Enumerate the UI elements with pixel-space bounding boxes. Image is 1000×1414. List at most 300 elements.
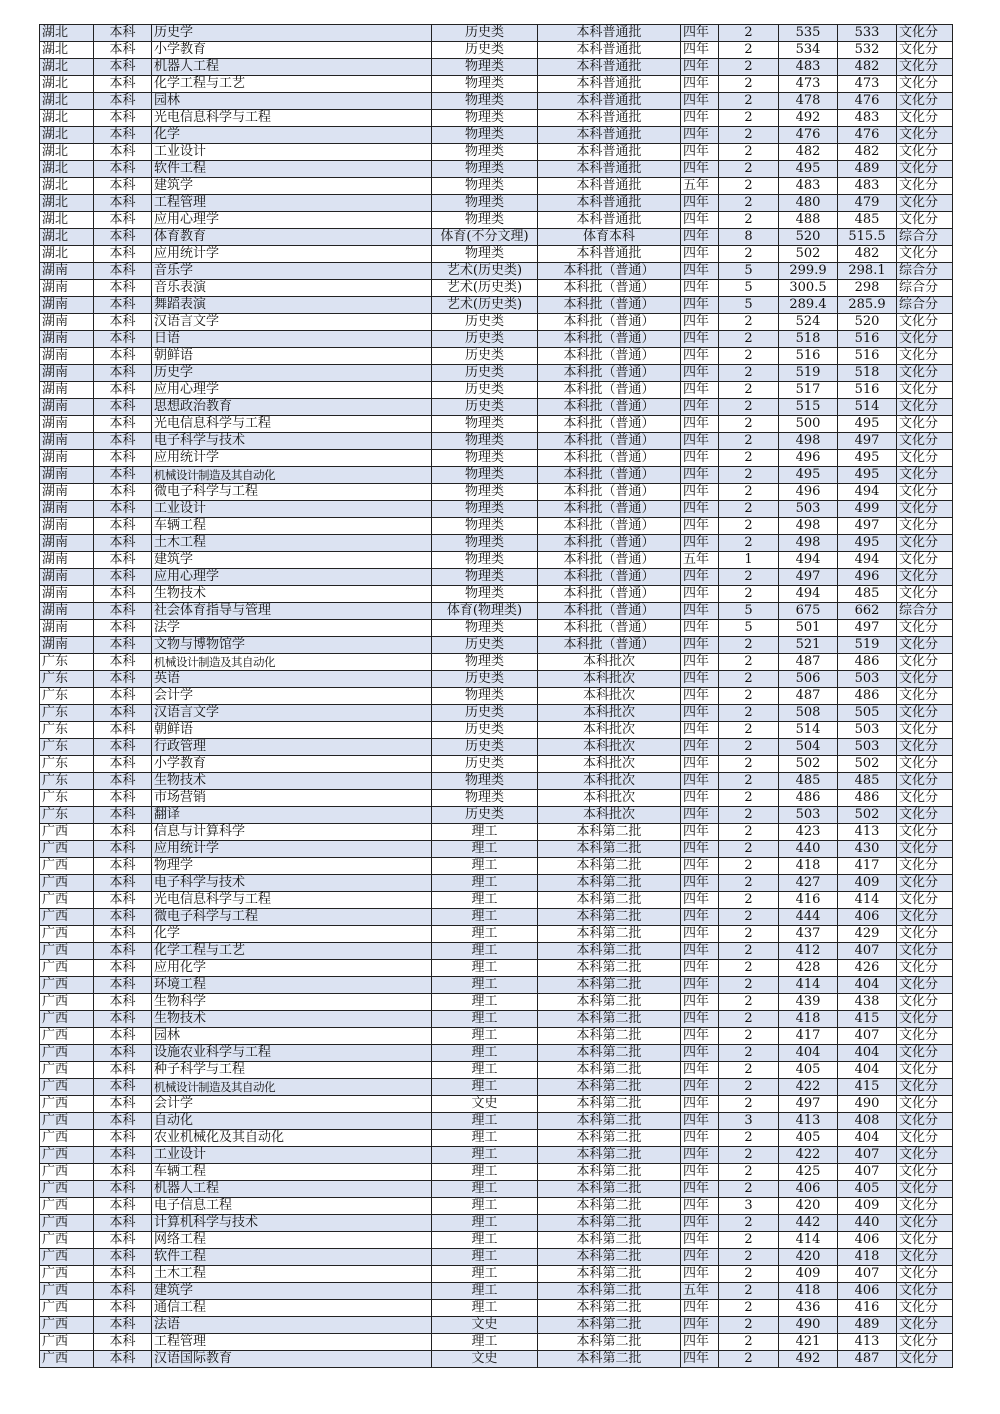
cell-min-score: 479 — [838, 195, 897, 212]
cell-duration: 四年 — [681, 994, 719, 1011]
cell-province: 广西 — [40, 1147, 94, 1164]
cell-major: 应用统计学 — [152, 450, 432, 467]
cell-min-score: 499 — [838, 501, 897, 518]
cell-plan-count: 3 — [719, 1113, 779, 1130]
cell-plan-count: 2 — [719, 1079, 779, 1096]
cell-plan-count: 2 — [719, 535, 779, 552]
cell-min-score: 490 — [838, 1096, 897, 1113]
cell-max-score: 486 — [779, 790, 838, 807]
table-row — [40, 348, 953, 365]
cell-plan-count: 2 — [719, 195, 779, 212]
cell-batch: 本科普通批 — [538, 110, 681, 127]
cell-subject-category: 物理类 — [432, 450, 538, 467]
cell-plan-count: 2 — [719, 960, 779, 977]
cell-score-type: 文化分 — [897, 110, 953, 127]
cell-max-score: 497 — [779, 1096, 838, 1113]
cell-major: 应用统计学 — [152, 841, 432, 858]
cell-batch: 本科第二批 — [538, 1300, 681, 1317]
cell-duration: 四年 — [681, 909, 719, 926]
cell-min-score: 485 — [838, 586, 897, 603]
cell-batch: 本科批（普通） — [538, 433, 681, 450]
cell-major: 舞蹈表演 — [152, 297, 432, 314]
table-row — [40, 977, 953, 994]
cell-duration: 四年 — [681, 654, 719, 671]
cell-batch: 本科第二批 — [538, 875, 681, 892]
cell-major: 应用心理学 — [152, 569, 432, 586]
cell-max-score: 427 — [779, 875, 838, 892]
cell-subject-category: 理工 — [432, 1232, 538, 1249]
cell-duration: 四年 — [681, 603, 719, 620]
cell-subject-category: 艺术(历史类) — [432, 280, 538, 297]
cell-batch: 本科批次 — [538, 756, 681, 773]
cell-max-score: 517 — [779, 382, 838, 399]
cell-min-score: 429 — [838, 926, 897, 943]
cell-max-score: 404 — [779, 1045, 838, 1062]
cell-duration: 四年 — [681, 671, 719, 688]
cell-major: 朝鲜语 — [152, 722, 432, 739]
cell-batch: 本科批（普通） — [538, 586, 681, 603]
cell-duration: 四年 — [681, 382, 719, 399]
cell-max-score: 409 — [779, 1266, 838, 1283]
cell-score-type: 文化分 — [897, 654, 953, 671]
table-row — [40, 433, 953, 450]
cell-major: 生物科学 — [152, 994, 432, 1011]
cell-level: 本科 — [94, 603, 152, 620]
cell-duration: 四年 — [681, 1096, 719, 1113]
cell-duration: 四年 — [681, 688, 719, 705]
cell-subject-category: 艺术(历史类) — [432, 263, 538, 280]
cell-province: 广西 — [40, 1215, 94, 1232]
cell-batch: 本科批（普通） — [538, 450, 681, 467]
table-row — [40, 637, 953, 654]
cell-batch: 本科批次 — [538, 739, 681, 756]
cell-max-score: 487 — [779, 688, 838, 705]
cell-subject-category: 理工 — [432, 909, 538, 926]
table-row — [40, 926, 953, 943]
cell-max-score: 498 — [779, 433, 838, 450]
cell-province: 广西 — [40, 994, 94, 1011]
cell-batch: 本科普通批 — [538, 25, 681, 42]
table-row — [40, 1079, 953, 1096]
cell-min-score: 505 — [838, 705, 897, 722]
cell-duration: 四年 — [681, 1249, 719, 1266]
cell-score-type: 文化分 — [897, 569, 953, 586]
cell-min-score: 503 — [838, 671, 897, 688]
cell-subject-category: 理工 — [432, 1181, 538, 1198]
cell-province: 湖北 — [40, 212, 94, 229]
cell-subject-category: 理工 — [432, 1079, 538, 1096]
cell-major: 工业设计 — [152, 1147, 432, 1164]
cell-plan-count: 2 — [719, 773, 779, 790]
table-row — [40, 484, 953, 501]
cell-duration: 四年 — [681, 93, 719, 110]
cell-duration: 四年 — [681, 1045, 719, 1062]
cell-major: 电子信息工程 — [152, 1198, 432, 1215]
cell-score-type: 文化分 — [897, 790, 953, 807]
cell-max-score: 495 — [779, 161, 838, 178]
cell-province: 湖南 — [40, 263, 94, 280]
cell-score-type: 文化分 — [897, 841, 953, 858]
cell-major: 工业设计 — [152, 501, 432, 518]
cell-level: 本科 — [94, 671, 152, 688]
cell-subject-category: 物理类 — [432, 246, 538, 263]
cell-duration: 四年 — [681, 790, 719, 807]
cell-plan-count: 2 — [719, 688, 779, 705]
cell-plan-count: 2 — [719, 705, 779, 722]
cell-plan-count: 2 — [719, 59, 779, 76]
cell-min-score: 482 — [838, 59, 897, 76]
cell-plan-count: 2 — [719, 178, 779, 195]
cell-max-score: 494 — [779, 586, 838, 603]
cell-max-score: 405 — [779, 1062, 838, 1079]
cell-level: 本科 — [94, 1113, 152, 1130]
cell-plan-count: 5 — [719, 620, 779, 637]
cell-plan-count: 2 — [719, 1130, 779, 1147]
cell-min-score: 416 — [838, 1300, 897, 1317]
cell-score-type: 文化分 — [897, 314, 953, 331]
cell-score-type: 文化分 — [897, 858, 953, 875]
cell-level: 本科 — [94, 773, 152, 790]
cell-subject-category: 物理类 — [432, 773, 538, 790]
cell-min-score: 516 — [838, 331, 897, 348]
cell-level: 本科 — [94, 960, 152, 977]
cell-major: 应用心理学 — [152, 382, 432, 399]
cell-level: 本科 — [94, 42, 152, 59]
cell-max-score: 414 — [779, 1232, 838, 1249]
cell-max-score: 503 — [779, 501, 838, 518]
table-row — [40, 280, 953, 297]
table-row — [40, 824, 953, 841]
cell-duration: 四年 — [681, 161, 719, 178]
cell-subject-category: 物理类 — [432, 535, 538, 552]
cell-level: 本科 — [94, 943, 152, 960]
cell-score-type: 文化分 — [897, 144, 953, 161]
cell-max-score: 495 — [779, 467, 838, 484]
cell-duration: 四年 — [681, 314, 719, 331]
cell-duration: 四年 — [681, 144, 719, 161]
cell-subject-category: 物理类 — [432, 178, 538, 195]
cell-plan-count: 2 — [719, 127, 779, 144]
cell-level: 本科 — [94, 161, 152, 178]
cell-duration: 四年 — [681, 1232, 719, 1249]
cell-major: 历史学 — [152, 25, 432, 42]
cell-min-score: 489 — [838, 161, 897, 178]
cell-level: 本科 — [94, 93, 152, 110]
cell-min-score: 438 — [838, 994, 897, 1011]
cell-plan-count: 2 — [719, 518, 779, 535]
cell-batch: 本科普通批 — [538, 144, 681, 161]
cell-duration: 五年 — [681, 552, 719, 569]
cell-plan-count: 5 — [719, 263, 779, 280]
cell-duration: 四年 — [681, 1147, 719, 1164]
cell-min-score: 503 — [838, 739, 897, 756]
cell-major: 行政管理 — [152, 739, 432, 756]
cell-score-type: 文化分 — [897, 586, 953, 603]
cell-plan-count: 2 — [719, 365, 779, 382]
cell-level: 本科 — [94, 348, 152, 365]
cell-plan-count: 2 — [719, 1147, 779, 1164]
cell-province: 湖北 — [40, 127, 94, 144]
cell-plan-count: 2 — [719, 909, 779, 926]
table-row — [40, 943, 953, 960]
cell-province: 广西 — [40, 824, 94, 841]
cell-major: 车辆工程 — [152, 1164, 432, 1181]
cell-level: 本科 — [94, 416, 152, 433]
cell-level: 本科 — [94, 586, 152, 603]
cell-score-type: 文化分 — [897, 705, 953, 722]
cell-major: 光电信息科学与工程 — [152, 110, 432, 127]
cell-plan-count: 2 — [719, 824, 779, 841]
cell-duration: 四年 — [681, 569, 719, 586]
cell-max-score: 485 — [779, 773, 838, 790]
cell-subject-category: 理工 — [432, 943, 538, 960]
table-row — [40, 1317, 953, 1334]
cell-subject-category: 理工 — [432, 858, 538, 875]
cell-max-score: 483 — [779, 178, 838, 195]
cell-major: 文物与博物馆学 — [152, 637, 432, 654]
cell-plan-count: 2 — [719, 42, 779, 59]
cell-level: 本科 — [94, 110, 152, 127]
cell-duration: 四年 — [681, 586, 719, 603]
cell-batch: 本科第二批 — [538, 1147, 681, 1164]
cell-score-type: 文化分 — [897, 620, 953, 637]
cell-min-score: 404 — [838, 1062, 897, 1079]
cell-min-score: 406 — [838, 909, 897, 926]
cell-batch: 本科第二批 — [538, 1266, 681, 1283]
cell-score-type: 文化分 — [897, 127, 953, 144]
cell-duration: 四年 — [681, 756, 719, 773]
cell-min-score: 503 — [838, 722, 897, 739]
table-row — [40, 603, 953, 620]
cell-max-score: 440 — [779, 841, 838, 858]
cell-subject-category: 物理类 — [432, 110, 538, 127]
cell-subject-category: 历史类 — [432, 722, 538, 739]
cell-score-type: 文化分 — [897, 1317, 953, 1334]
cell-major: 社会体育指导与管理 — [152, 603, 432, 620]
cell-major: 光电信息科学与工程 — [152, 892, 432, 909]
cell-min-score: 494 — [838, 484, 897, 501]
cell-batch: 本科批（普通） — [538, 620, 681, 637]
cell-max-score: 515 — [779, 399, 838, 416]
cell-duration: 四年 — [681, 1011, 719, 1028]
cell-plan-count: 2 — [719, 314, 779, 331]
cell-score-type: 文化分 — [897, 1164, 953, 1181]
cell-province: 湖北 — [40, 93, 94, 110]
cell-min-score: 407 — [838, 1164, 897, 1181]
cell-duration: 四年 — [681, 1062, 719, 1079]
cell-subject-category: 理工 — [432, 1266, 538, 1283]
cell-plan-count: 2 — [719, 144, 779, 161]
table-row — [40, 59, 953, 76]
cell-subject-category: 体育(不分文理) — [432, 229, 538, 246]
cell-major: 环境工程 — [152, 977, 432, 994]
cell-major: 音乐表演 — [152, 280, 432, 297]
cell-plan-count: 2 — [719, 841, 779, 858]
cell-duration: 四年 — [681, 620, 719, 637]
cell-duration: 四年 — [681, 263, 719, 280]
cell-min-score: 476 — [838, 127, 897, 144]
cell-min-score: 514 — [838, 399, 897, 416]
cell-subject-category: 历史类 — [432, 314, 538, 331]
cell-duration: 四年 — [681, 1198, 719, 1215]
cell-major: 土木工程 — [152, 535, 432, 552]
cell-duration: 四年 — [681, 960, 719, 977]
cell-max-score: 519 — [779, 365, 838, 382]
cell-duration: 四年 — [681, 841, 719, 858]
cell-subject-category: 物理类 — [432, 552, 538, 569]
cell-min-score: 414 — [838, 892, 897, 909]
cell-score-type: 文化分 — [897, 1198, 953, 1215]
cell-level: 本科 — [94, 297, 152, 314]
cell-subject-category: 物理类 — [432, 569, 538, 586]
table-row — [40, 909, 953, 926]
table-row — [40, 569, 953, 586]
cell-major: 化学工程与工艺 — [152, 943, 432, 960]
cell-subject-category: 物理类 — [432, 790, 538, 807]
cell-plan-count: 2 — [719, 1300, 779, 1317]
cell-plan-count: 2 — [719, 416, 779, 433]
cell-max-score: 299.9 — [779, 263, 838, 280]
cell-subject-category: 物理类 — [432, 416, 538, 433]
cell-duration: 四年 — [681, 59, 719, 76]
cell-level: 本科 — [94, 569, 152, 586]
cell-min-score: 298.1 — [838, 263, 897, 280]
cell-min-score: 407 — [838, 943, 897, 960]
cell-level: 本科 — [94, 739, 152, 756]
cell-batch: 本科批（普通） — [538, 501, 681, 518]
cell-subject-category: 物理类 — [432, 212, 538, 229]
cell-plan-count: 2 — [719, 756, 779, 773]
cell-plan-count: 1 — [719, 552, 779, 569]
cell-batch: 本科普通批 — [538, 59, 681, 76]
table-row — [40, 127, 953, 144]
cell-plan-count: 2 — [719, 212, 779, 229]
cell-province: 广西 — [40, 1079, 94, 1096]
cell-max-score: 502 — [779, 756, 838, 773]
cell-duration: 四年 — [681, 127, 719, 144]
cell-subject-category: 理工 — [432, 1028, 538, 1045]
table-body — [40, 25, 953, 1368]
cell-max-score: 416 — [779, 892, 838, 909]
cell-plan-count: 2 — [719, 399, 779, 416]
cell-plan-count: 5 — [719, 280, 779, 297]
cell-level: 本科 — [94, 756, 152, 773]
cell-score-type: 文化分 — [897, 1096, 953, 1113]
cell-level: 本科 — [94, 1215, 152, 1232]
cell-subject-category: 历史类 — [432, 42, 538, 59]
cell-level: 本科 — [94, 994, 152, 1011]
table-row — [40, 1011, 953, 1028]
cell-major: 历史学 — [152, 365, 432, 382]
cell-level: 本科 — [94, 1334, 152, 1351]
cell-duration: 四年 — [681, 535, 719, 552]
cell-score-type: 文化分 — [897, 875, 953, 892]
cell-min-score: 404 — [838, 1045, 897, 1062]
cell-batch: 本科批次 — [538, 773, 681, 790]
cell-max-score: 496 — [779, 484, 838, 501]
cell-major: 电子科学与技术 — [152, 433, 432, 450]
table-row — [40, 1283, 953, 1300]
cell-score-type: 文化分 — [897, 331, 953, 348]
cell-score-type: 文化分 — [897, 1249, 953, 1266]
cell-batch: 本科第二批 — [538, 1096, 681, 1113]
cell-score-type: 文化分 — [897, 1079, 953, 1096]
cell-min-score: 409 — [838, 1198, 897, 1215]
cell-duration: 四年 — [681, 348, 719, 365]
cell-plan-count: 2 — [719, 1283, 779, 1300]
cell-major: 应用统计学 — [152, 246, 432, 263]
table-row — [40, 195, 953, 212]
cell-major: 汉语国际教育 — [152, 1351, 432, 1368]
cell-score-type: 综合分 — [897, 297, 953, 314]
cell-level: 本科 — [94, 858, 152, 875]
cell-plan-count: 2 — [719, 994, 779, 1011]
cell-duration: 四年 — [681, 1028, 719, 1045]
cell-batch: 本科批次 — [538, 790, 681, 807]
cell-max-score: 503 — [779, 807, 838, 824]
cell-batch: 本科第二批 — [538, 824, 681, 841]
cell-batch: 本科批（普通） — [538, 399, 681, 416]
cell-score-type: 文化分 — [897, 960, 953, 977]
cell-batch: 本科第二批 — [538, 1334, 681, 1351]
cell-batch: 本科批（普通） — [538, 637, 681, 654]
cell-level: 本科 — [94, 637, 152, 654]
cell-score-type: 文化分 — [897, 1181, 953, 1198]
cell-min-score: 482 — [838, 246, 897, 263]
cell-subject-category: 历史类 — [432, 331, 538, 348]
cell-province: 湖北 — [40, 110, 94, 127]
cell-duration: 四年 — [681, 331, 719, 348]
cell-major: 日语 — [152, 331, 432, 348]
cell-subject-category: 文史 — [432, 1096, 538, 1113]
cell-score-type: 文化分 — [897, 1062, 953, 1079]
cell-max-score: 439 — [779, 994, 838, 1011]
cell-score-type: 文化分 — [897, 1028, 953, 1045]
table-row — [40, 518, 953, 535]
cell-duration: 四年 — [681, 280, 719, 297]
cell-level: 本科 — [94, 518, 152, 535]
table-row — [40, 263, 953, 280]
cell-major: 工程管理 — [152, 195, 432, 212]
cell-level: 本科 — [94, 926, 152, 943]
cell-batch: 本科批（普通） — [538, 263, 681, 280]
cell-province: 湖南 — [40, 501, 94, 518]
cell-max-score: 476 — [779, 127, 838, 144]
cell-major: 工程管理 — [152, 1334, 432, 1351]
cell-max-score: 498 — [779, 518, 838, 535]
cell-level: 本科 — [94, 790, 152, 807]
cell-level: 本科 — [94, 1011, 152, 1028]
cell-level: 本科 — [94, 909, 152, 926]
table-row — [40, 229, 953, 246]
cell-duration: 四年 — [681, 926, 719, 943]
cell-batch: 本科批（普通） — [538, 603, 681, 620]
cell-min-score: 407 — [838, 1028, 897, 1045]
cell-province: 广西 — [40, 1317, 94, 1334]
cell-province: 广西 — [40, 1249, 94, 1266]
cell-min-score: 409 — [838, 875, 897, 892]
cell-subject-category: 理工 — [432, 1113, 538, 1130]
cell-plan-count: 2 — [719, 807, 779, 824]
cell-province: 广西 — [40, 875, 94, 892]
table-row — [40, 586, 953, 603]
cell-duration: 四年 — [681, 365, 719, 382]
cell-province: 广东 — [40, 688, 94, 705]
cell-max-score: 421 — [779, 1334, 838, 1351]
table-row — [40, 620, 953, 637]
cell-subject-category: 历史类 — [432, 399, 538, 416]
cell-batch: 本科第二批 — [538, 892, 681, 909]
